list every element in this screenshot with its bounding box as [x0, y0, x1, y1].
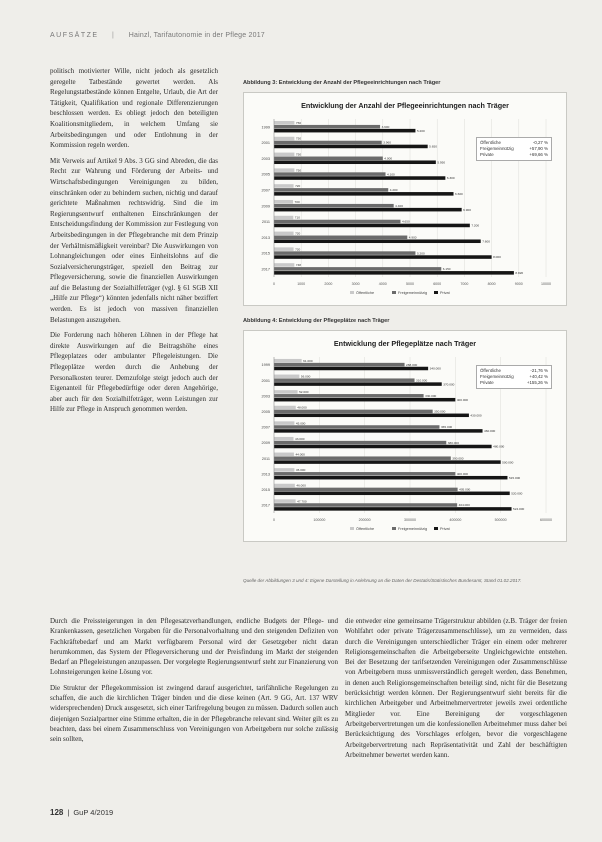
data-label: 4.000: [384, 156, 393, 161]
bar-privat: [274, 382, 442, 386]
bar-freigemeinntzig: [274, 425, 439, 429]
section-label: AUFSÄTZE: [50, 32, 99, 39]
y-category-label: 2003: [261, 394, 270, 399]
header-divider: |: [112, 32, 116, 39]
bar-ffentliche: [274, 121, 294, 125]
bar-privat: [274, 507, 512, 511]
bar-ffentliche: [274, 247, 294, 251]
data-label: 46.000: [296, 483, 306, 488]
figure3-title: Entwicklung der Anzahl der Pflegeeinrichtungen nach Träger: [301, 101, 509, 110]
x-tick-label: 0: [273, 518, 275, 522]
legend-entry: Privat: [440, 291, 450, 295]
data-label: 7.600: [482, 239, 490, 244]
bar-privat: [274, 414, 469, 418]
bar-freigemeinntzig: [274, 141, 382, 145]
figure-source-note: Quelle der Abbildungen 3 und 4: Eigene Darstellung in Anlehnung an die Daten der Destatis/Statistisches Bundesamt, Stand 01.02.2017.: [243, 578, 522, 583]
running-title: Hainzl, Tarifautonomie in der Pflege 2017: [128, 32, 265, 39]
y-category-label: 2001: [261, 378, 270, 383]
stat-value: -0,27 %: [532, 140, 548, 145]
stat-label: Private: [480, 380, 494, 385]
y-category-label: 2015: [261, 488, 270, 492]
bar-freigemeinntzig: [274, 363, 405, 367]
data-label: 750: [295, 168, 302, 173]
stat-value: -21,76 %: [530, 368, 548, 373]
data-label: 45.000: [295, 421, 306, 426]
paragraph: Mit Verweis auf Artikel 9 Abs. 3 GG sind Abreden, die das Recht zur Wahrung und Förderung der Arbeits- und Wirtschaftsbedingungen Vereinigungen zu bilden, einschränken oder zu behindern suchen, nichtig und darauf gerichtete Maßnahmen rechtswidrig. Sind die im Regierungsentwurf enthaltenen Einschränkungen der Entscheidungsfindung der Kommission zur Festlegung von Arbeitsbedingungen in der Pflegebranche mit dem Prinzip der Verhältnismäßigkeit vereinbar? Die Auswirkungen von Lohnangleichungen oder eines Einheitslohns auf die Sozialversicherungsträger, speziell den Beitrag zur Pflegeversicherung, sowie die finanziellen Auswirkungen auf die Belastung der Sozialhilfeträger (vgl. § 61 SGB XII „Hilfe zur Pflege“) könnten jedenfalls nicht näher beziffert werden. Es ist jedoch von massiven finanziellen Belastungen auszugehen.: [50, 156, 218, 324]
bar-privat: [274, 429, 483, 433]
x-tick-label: 4000: [378, 282, 387, 286]
bar-privat: [274, 129, 415, 133]
bar-ffentliche: [274, 200, 293, 204]
data-label: 750: [295, 152, 302, 157]
data-label: 390.000: [452, 456, 464, 461]
bar-ffentliche: [274, 232, 294, 236]
data-label: 400.000: [456, 471, 469, 476]
x-tick-label: 6000: [433, 282, 442, 286]
figure3-chart: [243, 92, 567, 306]
bar-privat: [274, 398, 455, 402]
bar-privat: [274, 192, 454, 196]
x-tick-label: 100000: [313, 518, 326, 522]
bar-ffentliche: [274, 216, 293, 220]
paragraph: Die Struktur der Pflegekommission ist zwingend darauf ausgerichtet, tarifähnliche Regelungen zu schaffen, die auch die kirchlichen Träger binden und die diese keinen (Art. 9 GG, Art. 137 WRV widersprechenden) Druck ausgesetzt, sich einer Tarifregelung beugen zu müssen. Dadurch sollen auch diejenigen Sozialpartner eine Stimme erhalten, die in der Pflegebranche relevant sind. Weiter gilt es zu beachten, dass bei einem Zusammenschluss von Vereinigungen von Arbeitgebern nur solche zulässig sein sollten,: [50, 683, 338, 744]
bar-privat: [274, 224, 470, 228]
bar-freigemeinntzig: [274, 172, 386, 176]
bar-ffentliche: [274, 359, 302, 363]
stat-value: +155,26 %: [526, 380, 548, 385]
bar-ffentliche: [274, 375, 299, 379]
x-tick-label: 0: [273, 282, 275, 286]
figure4-title: Entwicklung der Pflegeplätze nach Träger: [333, 339, 477, 348]
bar-freigemeinntzig: [274, 267, 441, 271]
data-label: 4.900: [408, 235, 417, 240]
data-label: 750: [295, 136, 302, 141]
y-category-label: 1999: [261, 125, 270, 130]
data-label: 748: [295, 263, 302, 268]
data-label: 8.820: [515, 271, 524, 276]
paragraph: Die Forderung nach höheren Löhnen in der Pflege hat direkte Auswirkungen auf die Beitragshöhe eines Pflegeplatzes oder ambulanter Pflegeleistungen. Die Pflegeplätze werden durch die Anhebung der Personalkosten teurer. Demzufolge steigt jedoch auch der Eigenanteil für Pflegebedürftige oder deren Angehörige, aber auch für den Sozialhilfeträger, wenn Leistungen zur Hilfe zur Pflege in Anspruch genommen werden.: [50, 331, 218, 414]
bar-ffentliche: [274, 153, 294, 157]
paragraph: Durch die Preissteigerungen in den Pflegesatzverhandlungen, endliche Budgets der Pflege- und Krankenkassen, gesetzlichen Vorgaben für die Personalvorhaltung und den steigenden Defiziten von Fachkräftebedarf und am Markt verfügbarem Personal wird der Gesetzgeber nicht daran herumkommen, das System der Pflegeversicherung und der Preisfindung im Markt der steigenden Bedarf an Pflegeleistungen anzupassen. Der vorgelegte Regierungsentwurf steht zur Finanzierung von Lohnsteigerungen keine Lösung vor.: [50, 617, 338, 677]
data-label: 5.200: [416, 251, 425, 256]
data-label: 6.600: [455, 192, 463, 197]
legend-swatch: [434, 291, 438, 294]
data-label: 340.000: [429, 366, 441, 371]
y-category-label: 2007: [261, 188, 270, 193]
y-category-label: 2011: [261, 456, 270, 461]
data-label: 520.000: [511, 491, 523, 496]
bar-ffentliche: [274, 168, 294, 172]
figure3-stats-box: [476, 137, 552, 161]
bar-ffentliche: [274, 390, 298, 394]
stat-label: Freigemeinnützig: [480, 374, 514, 379]
figure4-caption: Abbildung 4: Entwicklung der Pflegeplätze nach Träger: [243, 318, 390, 324]
bar-freigemeinntzig: [274, 236, 407, 240]
data-label: 5.200: [416, 128, 425, 133]
data-label: 45.000: [295, 468, 306, 473]
data-label: 720: [295, 231, 301, 236]
data-label: 52.000: [299, 390, 309, 395]
legend-entry: Freigemeinnützig: [398, 291, 428, 295]
wide-text-block: [50, 616, 338, 750]
x-tick-label: 200000: [358, 518, 371, 522]
data-label: 8.000: [493, 255, 501, 260]
data-label: 7.200: [471, 223, 480, 228]
data-label: 61.000: [303, 358, 313, 363]
bar-privat: [274, 208, 462, 212]
data-label: 44.000: [295, 452, 305, 457]
running-header: [50, 32, 570, 46]
data-label: 47.700: [297, 499, 307, 504]
footer-divider: |: [67, 808, 70, 817]
y-category-label: 2009: [261, 441, 270, 446]
bar-ffentliche: [274, 453, 294, 457]
x-tick-label: 10000: [541, 282, 551, 286]
bar-privat: [274, 445, 492, 449]
data-label: 515.000: [508, 475, 521, 480]
legend-swatch: [434, 527, 438, 530]
bar-privat: [274, 176, 445, 180]
data-label: 6.300: [446, 176, 455, 181]
data-label: 3.960: [383, 140, 391, 145]
data-label: 56.000: [300, 374, 311, 379]
data-label: 4.200: [389, 188, 398, 193]
data-label: 480.000: [493, 444, 505, 449]
data-label: 350.000: [434, 409, 446, 414]
data-label: 710: [294, 215, 300, 220]
y-category-label: 2011: [261, 220, 270, 225]
bar-freigemeinntzig: [274, 251, 415, 255]
x-tick-label: 300000: [404, 518, 416, 522]
y-category-label: 2013: [261, 235, 270, 240]
page-footer: [50, 808, 113, 817]
bar-privat: [274, 492, 510, 496]
bar-privat: [274, 476, 507, 480]
y-category-label: 2003: [261, 156, 270, 161]
bar-freigemeinntzig: [274, 441, 446, 445]
data-label: 5.950: [437, 160, 446, 165]
left-column: [50, 66, 218, 420]
legend-entry: Öffentliche: [356, 527, 375, 531]
bar-freigemeinntzig: [274, 157, 383, 161]
stat-label: Private: [480, 152, 494, 157]
bar-freigemeinntzig: [274, 378, 415, 382]
bar-ffentliche: [274, 468, 294, 472]
bar-privat: [274, 271, 514, 275]
x-tick-label: 3000: [351, 282, 360, 286]
bar-freigemeinntzig: [274, 456, 451, 460]
y-category-label: 2013: [261, 472, 270, 477]
data-label: 750: [295, 120, 302, 125]
bar-freigemeinntzig: [274, 410, 433, 414]
legend-entry: Freigemeinnützig: [398, 527, 428, 531]
bar-privat: [274, 160, 436, 164]
bar-ffentliche: [274, 263, 294, 267]
bar-freigemeinntzig: [274, 188, 388, 192]
page-number: 128: [50, 808, 64, 817]
data-label: 720: [295, 247, 301, 252]
stat-label: Öffentliche: [480, 368, 501, 373]
data-label: 48.000: [297, 405, 307, 410]
legend-swatch: [392, 527, 396, 530]
bar-ffentliche: [274, 184, 294, 188]
bar-freigemeinntzig: [274, 472, 455, 476]
bar-privat: [274, 367, 428, 371]
bar-freigemeinntzig: [274, 125, 380, 129]
x-tick-label: 9000: [514, 282, 523, 286]
legend-swatch: [350, 527, 354, 530]
bar-privat: [274, 460, 501, 464]
data-label: 4.400: [395, 203, 403, 208]
data-label: 405.000: [459, 487, 471, 492]
y-category-label: 1999: [261, 363, 270, 368]
stat-value: +40,42 %: [529, 374, 548, 379]
x-tick-label: 7000: [460, 282, 469, 286]
data-label: 404.000: [458, 503, 470, 508]
bar-ffentliche: [274, 484, 295, 488]
bar-freigemeinntzig: [274, 220, 400, 224]
bar-freigemeinntzig: [274, 204, 394, 208]
x-tick-label: 8000: [487, 282, 496, 286]
x-tick-label: 1000: [297, 282, 306, 286]
stat-value: +69,66 %: [529, 152, 548, 157]
data-label: 720: [295, 184, 301, 189]
y-category-label: 2017: [261, 267, 270, 272]
bar-privat: [274, 255, 492, 259]
y-category-label: 2017: [261, 503, 270, 508]
data-label: 288.000: [406, 362, 418, 367]
bar-ffentliche: [274, 406, 296, 410]
stat-label: Freigemeinnützig: [480, 146, 514, 151]
y-category-label: 2005: [261, 172, 270, 177]
bar-ffentliche: [274, 421, 294, 425]
bar-privat: [274, 145, 428, 149]
y-category-label: 2005: [261, 410, 270, 414]
data-label: 430.000: [470, 413, 482, 418]
data-label: 700: [294, 199, 300, 204]
bar-freigemeinntzig: [274, 503, 457, 507]
stat-label: Öffentliche: [480, 140, 501, 145]
data-label: 370.000: [443, 382, 455, 387]
legend-swatch: [350, 291, 354, 294]
data-label: 43.000: [294, 436, 305, 441]
x-tick-label: 500000: [494, 518, 507, 522]
paragraph: die entweder eine gemeinsame Trägerstruktur abbilden (z.B. Träger der freien Wohlfahrt oder private Trägerzusammenschlüsse), um zu vermeiden, dass durch die Vereinigungen unterschiedlicher Träger ein einem oder mehrerer Religionsgemeinschaften die Arbeitgeberseite Ungleichgewichte entstehen. Bei der Besetzung der tarifsetzenden Vereinigungen oder Zusammenschlüsse von Arbeitgebern muss unmissverständlich geregelt werden, dass Benehmen, in denen auch Religionsgemeinschaften beteiligt sind, nicht für die Besetzung berücksichtigt werden können. Der Regierungsentwurf sieht bereits für die kirchlichen Arbeitgeber und Arbeitnehmervertreter jeweils zwei ordentliche Mitglieder vor. Eine Bereinigung der vorgeschlagenen Arbeitgebervertretungen um die konfessionellen Arbeitnehmer muss daher bei Berücksichtigung des Vorschlages erfolgen, bevor die vorgeschlagene Arbeitgebervertretung nach Repräsentativität und Zahl der beschäftigten Arbeitnehmer bewertet werden kann.: [345, 617, 567, 759]
bar-privat: [274, 239, 481, 243]
data-label: 365.000: [440, 425, 453, 430]
y-category-label: 2001: [261, 141, 270, 146]
bar-ffentliche: [274, 437, 293, 441]
data-label: 380.000: [447, 440, 459, 445]
x-tick-label: 2000: [324, 282, 333, 286]
y-category-label: 2015: [261, 251, 270, 256]
figure4-plot: [244, 331, 566, 541]
y-category-label: 2007: [261, 425, 270, 430]
data-label: 6.150: [442, 267, 451, 272]
y-category-label: 2009: [261, 204, 270, 209]
data-label: 4.100: [387, 172, 395, 177]
figure3-caption: Abbildung 3: Entwicklung der Anzahl der Pflegeeinrichtungen nach Träger: [243, 80, 441, 86]
x-tick-label: 400000: [449, 518, 462, 522]
legend-entry: Privat: [440, 527, 450, 531]
data-label: 400.000: [456, 397, 469, 402]
data-label: 330.000: [425, 393, 437, 398]
bar-freigemeinntzig: [274, 394, 424, 398]
data-label: 310.000: [416, 378, 428, 383]
figure4-stats-box: [476, 365, 552, 389]
legend-entry: Öffentliche: [356, 291, 375, 295]
data-label: 460.000: [484, 429, 496, 434]
data-label: 4.650: [401, 219, 410, 224]
data-label: 3.900: [381, 124, 390, 129]
data-label: 5.650: [429, 144, 437, 149]
paragraph: politisch motivierter Wille, nicht jedoch als gesetzlich geregelte Tatbestände gewertet werden. Als Regelungstatbestände können Entgelte, Urlaub, die Art der Tätigkeit, Qualifikation und regionale Differenzierungen beschlossen werden. Es obliegt jedoch den beteiligten Koalitionsmitgliedern, in welchem Umfang sie Arbeitsbedingungen und oder Entlohnung in der Kommission regeln werden.: [50, 67, 218, 150]
figure4-chart: [243, 330, 567, 542]
bar-freigemeinntzig: [274, 488, 458, 492]
bar-ffentliche: [274, 499, 296, 503]
data-label: 524.000: [513, 507, 525, 512]
legend-swatch: [392, 291, 396, 294]
x-tick-label: 5000: [406, 282, 414, 286]
journal-issue: GuP 4/2019: [73, 808, 114, 817]
data-label: 6.900: [463, 207, 471, 212]
stat-value: +57,90 %: [529, 146, 548, 151]
bar-ffentliche: [274, 137, 294, 141]
right-column: [345, 616, 567, 760]
data-label: 500.000: [502, 460, 514, 465]
figure3-plot: [244, 93, 566, 305]
x-tick-label: 600000: [540, 518, 552, 522]
